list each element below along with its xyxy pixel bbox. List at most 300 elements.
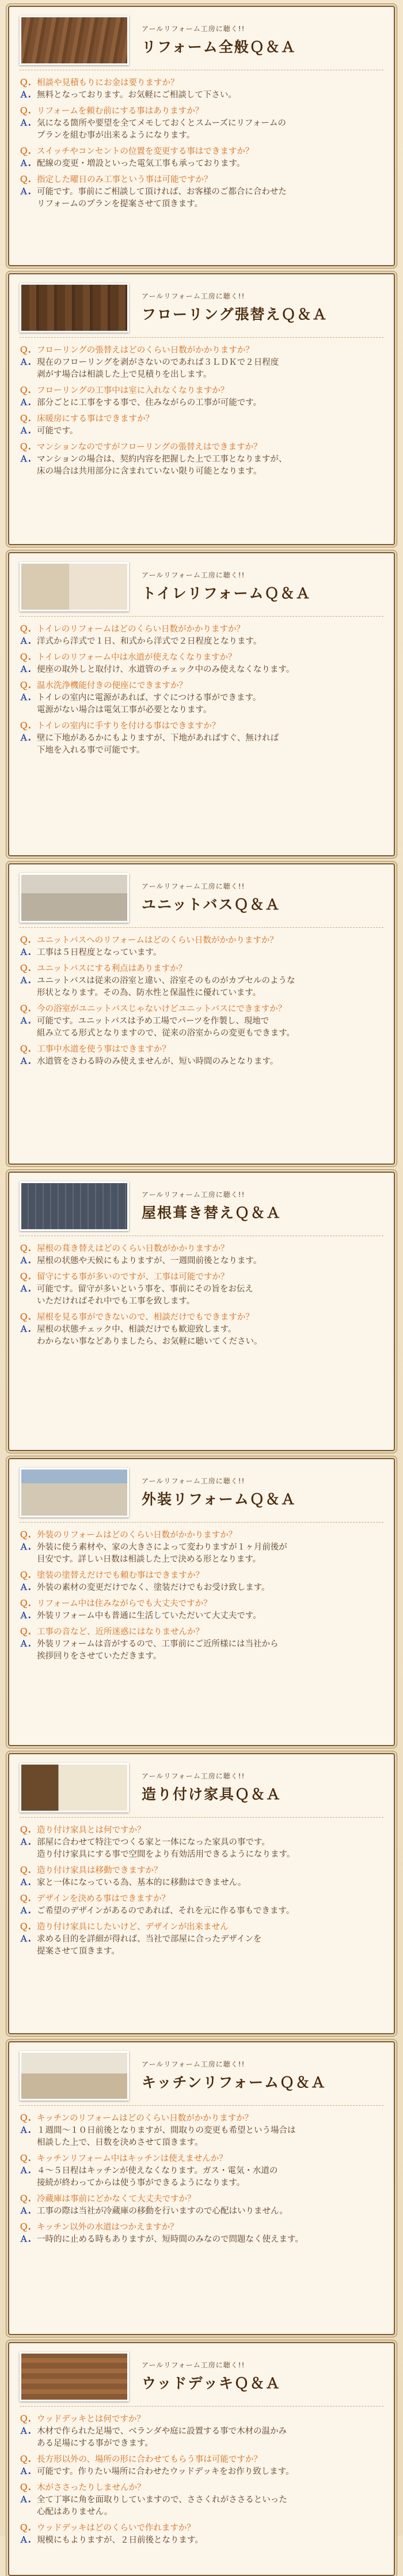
answer bbox=[20, 1255, 383, 1267]
question bbox=[20, 441, 383, 454]
section-titles bbox=[142, 2360, 281, 2393]
question-mark: Ｑ. bbox=[20, 1627, 32, 1637]
section-subtitle: アールリフォーム工房に聴く!! bbox=[142, 1477, 245, 1485]
answer-mark: Ａ. bbox=[20, 358, 32, 367]
question-mark: Ｑ. bbox=[20, 1571, 32, 1580]
question-text: 温水洗浄機能付きの便座にできますか？ bbox=[37, 681, 187, 690]
question-mark: Ｑ. bbox=[20, 2114, 32, 2123]
answer bbox=[20, 2466, 383, 2478]
answer-text: 可能です。作りたい場所に合わせたウッドデッキをお作り致します。 bbox=[37, 2467, 294, 2476]
answer-mark bbox=[20, 198, 37, 210]
answer bbox=[20, 2494, 383, 2506]
question-text: トイレのリフォームはどのくらい日数がかかりますか？ bbox=[37, 625, 245, 634]
question-text: トイレのリフォーム中は水道が使えなくなりますか？ bbox=[37, 653, 237, 662]
question-mark: Ｑ. bbox=[20, 1272, 32, 1282]
answer-text: リフォームのプランを提案させて頂きます。 bbox=[37, 199, 203, 209]
answer-text: 壁に下地があるかにもよりますが、下地があればすぐ、無ければ bbox=[37, 734, 279, 743]
qa-item bbox=[20, 1044, 383, 1068]
section-subtitle: アールリフォーム工房に聴く!! bbox=[142, 2361, 245, 2369]
question-mark: Ｑ. bbox=[20, 2154, 32, 2163]
answer-mark bbox=[20, 2137, 37, 2149]
answer-text: 屋根の状態チェック中、相談だけでも歓迎致します。 bbox=[37, 1325, 237, 1334]
answer-mark: Ａ. bbox=[20, 1325, 32, 1334]
question bbox=[20, 2193, 383, 2205]
question bbox=[20, 2222, 383, 2234]
question-text: 屋根を見る事ができないので、相談だけでもできますか？ bbox=[37, 1313, 254, 1322]
question bbox=[20, 105, 383, 118]
question-mark: Ｑ. bbox=[20, 1313, 32, 1322]
section-titles bbox=[142, 291, 328, 324]
photo-texture bbox=[21, 564, 127, 610]
answer-text: 床の場合は共用部分に含まれていない限り可能となります。 bbox=[37, 467, 262, 476]
question-mark: Ｑ. bbox=[20, 1922, 32, 1932]
section-photo bbox=[20, 1181, 129, 1231]
question bbox=[20, 1312, 383, 1324]
question-mark: Ｑ. bbox=[20, 2524, 32, 2533]
answer-text: 配線の変更・増設といった電気工事も承っております。 bbox=[37, 159, 245, 168]
question-mark: Ｑ. bbox=[20, 1894, 32, 1903]
answer-text: マンションの場合は、契約内容を把握した上で工事となりますが、 bbox=[37, 455, 287, 464]
qa-item bbox=[20, 105, 383, 142]
answer-mark: Ａ. bbox=[20, 90, 32, 100]
section-titles bbox=[142, 24, 296, 56]
answer-mark bbox=[20, 2506, 37, 2518]
question-text: ユニットバスにする利点はありますか？ bbox=[37, 964, 187, 973]
answer-text: 接続が終わってからは使う事ができるようになります。 bbox=[37, 2178, 245, 2188]
qa-item bbox=[20, 2193, 383, 2218]
question-text: フローリングの工事中は室に入れなくなりますか？ bbox=[37, 386, 229, 395]
answer-mark bbox=[20, 1336, 37, 1348]
answer bbox=[20, 2125, 383, 2137]
answer-text: 造り付け家具にする事で空間をより有効活用できるようになります。 bbox=[37, 1850, 295, 1859]
qa-item bbox=[20, 441, 383, 478]
section-titles bbox=[142, 1476, 296, 1509]
section-titles bbox=[142, 1189, 282, 1222]
question-text: 床暖房にする事はできますか？ bbox=[37, 414, 154, 424]
answer-mark: Ａ. bbox=[20, 665, 32, 674]
question bbox=[20, 1626, 383, 1638]
question-text: 造り付け家具にしたいけど、デザインが出来ません bbox=[37, 1922, 229, 1932]
question bbox=[20, 935, 383, 947]
answer-text: 工事は５日程度となっています。 bbox=[37, 948, 162, 957]
answer bbox=[20, 369, 383, 381]
question-text: 長方形以外の、場所の形に合わせてもらう事は可能ですか？ bbox=[37, 2455, 262, 2464]
question bbox=[20, 345, 383, 357]
answer-text: 電源がない場合は電気工事が必要となります。 bbox=[37, 705, 212, 715]
answer-mark: Ａ. bbox=[20, 159, 32, 168]
answer bbox=[20, 1015, 383, 1028]
question-mark: Ｑ. bbox=[20, 443, 32, 452]
answer-mark bbox=[20, 1946, 37, 1958]
question-mark: Ｑ. bbox=[20, 386, 32, 395]
question-mark: Ｑ. bbox=[20, 1531, 32, 1540]
qa-item bbox=[20, 1825, 383, 1861]
answer-mark: Ａ. bbox=[20, 1057, 32, 1066]
qa-item bbox=[20, 1243, 383, 1267]
question-text: トイレの室内に手すりを付ける事はできますか？ bbox=[37, 722, 220, 731]
qa-item bbox=[20, 2413, 383, 2450]
qa-section bbox=[8, 2041, 395, 2335]
answer-text: 挨拶回りをさせていただきます。 bbox=[37, 1652, 162, 1661]
section-title: 造り付け家具Ｑ＆Ａ bbox=[142, 1786, 282, 1803]
section-subtitle: アールリフォーム工房に聴く!! bbox=[142, 1772, 245, 1780]
section-subtitle: アールリフォーム工房に聴く!! bbox=[142, 571, 245, 579]
question-mark: Ｑ. bbox=[20, 2455, 32, 2464]
answer-text: 現在のフローリングを剥がさないのであれば３ＬＤＫで２日程度 bbox=[37, 358, 279, 367]
qa-item bbox=[20, 77, 383, 101]
question-text: リフォーム中は住みながらでも大丈夫ですか？ bbox=[37, 1599, 212, 1608]
answer-text: 可能です。事前にご相談して頂ければ、お客様のご都合に合わせた bbox=[37, 187, 287, 197]
qa-item bbox=[20, 652, 383, 676]
answer bbox=[20, 130, 383, 142]
qa-item bbox=[20, 146, 383, 170]
answer-text: 外装リフォームは音がするので、工事前にご近所様には当社から bbox=[37, 1640, 279, 1649]
section-photo bbox=[20, 1763, 129, 1812]
answer-text: 一時的に止める時もありますが、短時間のみなので問題なく使えます。 bbox=[37, 2235, 303, 2244]
qa-item bbox=[20, 2522, 383, 2547]
answer-text: ユニットバスは従来の浴室と違い、浴室そのものがカプセルのような bbox=[37, 976, 295, 985]
qa-item bbox=[20, 2454, 383, 2478]
qa-item bbox=[20, 963, 383, 999]
answer bbox=[20, 118, 383, 130]
answer-mark: Ａ. bbox=[20, 693, 32, 702]
question-text: キッチンのリフォームはどのくらい日数がかかりますか？ bbox=[37, 2114, 253, 2123]
section-subtitle: アールリフォーム工房に聴く!! bbox=[142, 2060, 245, 2068]
question bbox=[20, 624, 383, 636]
question bbox=[20, 1044, 383, 1056]
qa-item bbox=[20, 624, 383, 648]
answer-text: 外装リフォーム中も普通に生活していただいて大丈夫です。 bbox=[37, 1611, 261, 1621]
answer-mark: Ａ. bbox=[20, 455, 32, 464]
question-mark: Ｑ. bbox=[20, 175, 32, 184]
answer-text: 水道管をさわる時のみ使えませんが、短い時間のみとなります。 bbox=[37, 1057, 279, 1066]
answer-mark: Ａ. bbox=[20, 1583, 32, 1592]
question bbox=[20, 1825, 383, 1837]
answer bbox=[20, 198, 383, 210]
answer-mark: Ａ. bbox=[20, 976, 32, 985]
section-photo bbox=[20, 2352, 129, 2401]
answer bbox=[20, 1946, 383, 1958]
answer bbox=[20, 2506, 383, 2518]
question bbox=[20, 1865, 383, 1877]
answer bbox=[20, 2438, 383, 2450]
answer-text: 木材で作られた足場で、ベランダや庭に設置する事で木材の温かみ bbox=[37, 2427, 287, 2436]
section-title: ウッドデッキＱ＆Ａ bbox=[142, 2375, 282, 2392]
question bbox=[20, 2153, 383, 2165]
answer bbox=[20, 89, 383, 101]
answer-mark: Ａ. bbox=[20, 1838, 32, 1847]
answer-mark: Ａ. bbox=[20, 119, 32, 128]
question bbox=[20, 720, 383, 732]
answer bbox=[20, 158, 383, 170]
answer-mark: Ａ. bbox=[20, 1256, 32, 1266]
photo-texture bbox=[21, 2354, 127, 2400]
qa-item bbox=[20, 680, 383, 716]
answer-mark bbox=[20, 466, 37, 478]
section-header bbox=[20, 561, 383, 617]
question bbox=[20, 680, 383, 692]
answer-text: 工事の際は当社が冷蔵庫の移動を行いますので心配はいりません。 bbox=[37, 2207, 288, 2216]
answer bbox=[20, 1933, 383, 1946]
answer-mark: Ａ. bbox=[20, 2235, 32, 2244]
question bbox=[20, 2454, 383, 2466]
question bbox=[20, 146, 383, 158]
question-text: 塗装の塗替えだけでも頼む事はできますか？ bbox=[37, 1571, 204, 1580]
question-mark: Ｑ. bbox=[20, 653, 32, 662]
answer bbox=[20, 1877, 383, 1889]
answer-text: 部分ごとに工事をする事で、住みながらの工事が可能です。 bbox=[37, 398, 262, 407]
section-header bbox=[20, 1181, 383, 1236]
section-title: フローリング張替えＱ＆Ａ bbox=[142, 306, 328, 323]
section-title: トイレリフォームＱ＆Ａ bbox=[142, 585, 311, 602]
question-mark: Ｑ. bbox=[20, 2415, 32, 2424]
qa-item bbox=[20, 2113, 383, 2149]
question-mark: Ｑ. bbox=[20, 1599, 32, 1608]
answer bbox=[20, 692, 383, 704]
question bbox=[20, 1003, 383, 1015]
question-mark: Ｑ. bbox=[20, 2223, 32, 2232]
question-text: 工事中水道を使う事はできますか？ bbox=[37, 1045, 170, 1054]
question bbox=[20, 2482, 383, 2494]
photo-texture bbox=[21, 285, 127, 331]
question-text: 造り付け家具は移動できますか？ bbox=[37, 1866, 162, 1875]
question bbox=[20, 1570, 383, 1582]
question-text: フローリングの張替えはどのくらい日数がかかりますか？ bbox=[37, 346, 254, 355]
section-photo bbox=[20, 16, 129, 65]
qa-section bbox=[8, 1172, 395, 1451]
question-text: 木がささったりしませんか？ bbox=[37, 2483, 146, 2492]
question-text: 工事の音など、近所迷惑にはなりませんか？ bbox=[37, 1627, 204, 1637]
section-header bbox=[20, 1467, 383, 1523]
question-text: デザインを決める事はできますか？ bbox=[37, 1894, 170, 1903]
qa-section bbox=[8, 552, 395, 856]
answer-text: １週間〜１０日前後となりますが、間取りの変更も希望という場合は bbox=[37, 2126, 296, 2135]
qa-item bbox=[20, 413, 383, 437]
qa-item bbox=[20, 1312, 383, 1348]
answer-text: 家と一体になっている為、基本的に移動はできません。 bbox=[37, 1878, 246, 1887]
qa-item bbox=[20, 1921, 383, 1958]
answer-mark: Ａ. bbox=[20, 1935, 32, 1944]
answer-mark bbox=[20, 2177, 37, 2189]
question-text: 屋根の葺き替えはどのくらい日数がかかりますか？ bbox=[37, 1244, 229, 1253]
question-mark: Ｑ. bbox=[20, 78, 32, 88]
question bbox=[20, 174, 383, 186]
section-photo bbox=[20, 283, 129, 333]
answer-text: ある足場にする事ができます。 bbox=[37, 2439, 153, 2448]
answer bbox=[20, 2426, 383, 2438]
photo-texture bbox=[21, 2053, 127, 2099]
answer bbox=[20, 186, 383, 198]
qa-item bbox=[20, 1003, 383, 1040]
qa-section bbox=[8, 273, 395, 545]
answer-mark bbox=[20, 987, 37, 999]
question-text: キッチンリフォーム中はキッチンは使えませんか？ bbox=[37, 2154, 227, 2163]
answer-mark: Ａ. bbox=[20, 1640, 32, 1649]
answer-mark bbox=[20, 1849, 37, 1861]
answer-text: わからない事などありましたら、お気軽に聴いてください。 bbox=[37, 1337, 263, 1346]
qa-item bbox=[20, 1865, 383, 1889]
answer-mark: Ａ. bbox=[20, 1906, 32, 1916]
answer bbox=[20, 1650, 383, 1663]
question-mark: Ｑ. bbox=[20, 936, 32, 945]
answer-text: 屋根の状態や天候にもよりますが、一週間前後となります。 bbox=[37, 1256, 262, 1266]
section-photo bbox=[20, 1468, 129, 1517]
answer-mark: Ａ. bbox=[20, 1878, 32, 1887]
answer bbox=[20, 1324, 383, 1336]
answer-mark: Ａ. bbox=[20, 2126, 32, 2135]
question-mark: Ｑ. bbox=[20, 346, 32, 355]
question-text: キッチン以外の水道はつかえますか？ bbox=[37, 2223, 178, 2232]
section-photo bbox=[20, 2051, 129, 2101]
answer bbox=[20, 1610, 383, 1622]
photo-texture bbox=[21, 1183, 127, 1229]
question-mark: Ｑ. bbox=[20, 722, 32, 731]
question bbox=[20, 1271, 383, 1283]
answer-mark: Ａ. bbox=[20, 2166, 32, 2175]
question bbox=[20, 2522, 383, 2535]
answer-mark bbox=[20, 1650, 37, 1663]
question-text: リフォームを頼む前にする事はありますか？ bbox=[37, 107, 204, 116]
answer-text: 相談した上で、日数を決めさせて頂きます。 bbox=[37, 2138, 203, 2147]
question-text: スイッチやコンセントの位置を変更する事はできますか？ bbox=[37, 147, 254, 156]
question-mark: Ｑ. bbox=[20, 1004, 32, 1014]
answer bbox=[20, 1905, 383, 1917]
photo-texture bbox=[21, 1765, 127, 1811]
answer-text: 心配はありません。 bbox=[37, 2507, 113, 2517]
answer-mark: Ａ. bbox=[20, 187, 32, 197]
qa-section bbox=[8, 1458, 395, 1746]
answer bbox=[20, 2177, 383, 2189]
answer-text: 外装に使う素材や、家の大きさによって変わりますが１ヶ月前後が bbox=[37, 1543, 287, 1552]
answer-mark bbox=[20, 1295, 37, 1308]
answer-text: プランを組む事が出来るようになります。 bbox=[37, 131, 195, 140]
answer-text: 提案させて頂きます。 bbox=[37, 1947, 120, 1956]
section-header bbox=[20, 2351, 383, 2407]
answer bbox=[20, 357, 383, 369]
section-subtitle: アールリフォーム工房に聴く!! bbox=[142, 292, 245, 300]
section-photo bbox=[20, 873, 129, 923]
answer-text: 洋式から洋式で１日、和式から洋式で２日程度となります。 bbox=[37, 637, 262, 646]
answer-mark: Ａ. bbox=[20, 2427, 32, 2436]
question-mark: Ｑ. bbox=[20, 964, 32, 973]
question-mark: Ｑ. bbox=[20, 1866, 32, 1875]
section-header bbox=[20, 2050, 383, 2106]
qa-item bbox=[20, 1626, 383, 1663]
answer-text: 外装の素材の変更だけでなく、塗装だけでもお受け致します。 bbox=[37, 1583, 270, 1592]
answer-text: 下地を入れる事で可能です。 bbox=[37, 746, 145, 755]
qa-item bbox=[20, 1893, 383, 1917]
section-photo bbox=[20, 562, 129, 611]
answer-mark: Ａ. bbox=[20, 1543, 32, 1552]
answer bbox=[20, 704, 383, 716]
answer-text: 気になる箇所や要望を全てメモしておくとスムーズにリフォームの bbox=[37, 119, 286, 128]
answer-text: 規模にもよりますが、２日前後となります。 bbox=[37, 2536, 203, 2545]
answer-text: 可能です。 bbox=[37, 426, 78, 436]
qa-section bbox=[8, 6, 395, 266]
qa-item bbox=[20, 1271, 383, 1308]
answer bbox=[20, 2535, 383, 2547]
question-mark: Ｑ. bbox=[20, 147, 32, 156]
question-text: 今の浴室がユニットバスじゃないけどユニットバスにできますか？ bbox=[37, 1004, 287, 1014]
answer bbox=[20, 1638, 383, 1650]
answer bbox=[20, 1554, 383, 1566]
qa-item bbox=[20, 1529, 383, 1566]
question-text: 冷蔵庫は事前にどかなくて大丈夫ですか？ bbox=[37, 2194, 196, 2204]
answer-mark: Ａ. bbox=[20, 426, 32, 436]
question-mark: Ｑ. bbox=[20, 1244, 32, 1253]
question-text: ウッドデッキとは何ですか？ bbox=[37, 2415, 145, 2424]
answer bbox=[20, 1542, 383, 1554]
question bbox=[20, 1529, 383, 1542]
photo-texture bbox=[21, 875, 127, 921]
qa-item bbox=[20, 174, 383, 210]
question-mark: Ｑ. bbox=[20, 414, 32, 424]
question-mark: Ｑ. bbox=[20, 2194, 32, 2204]
question-mark: Ｑ. bbox=[20, 1045, 32, 1054]
answer-mark bbox=[20, 369, 37, 381]
question-text: 相談や見積もりにお金は要りますか？ bbox=[37, 78, 179, 88]
qa-section bbox=[8, 863, 395, 1165]
section-title: キッチンリフォームＱ＆Ａ bbox=[142, 2074, 327, 2091]
answer bbox=[20, 975, 383, 987]
answer-mark: Ａ. bbox=[20, 1017, 32, 1026]
photo-texture bbox=[21, 1470, 127, 1516]
answer-mark: Ａ. bbox=[20, 948, 32, 957]
question-text: ユニットバスへのリフォームはどのくらい日数がかかりますか？ bbox=[37, 936, 278, 945]
qa-item bbox=[20, 345, 383, 381]
answer-text: 求める目的を詳細が得れば、当社で部屋に合ったデザインを bbox=[37, 1935, 262, 1944]
section-titles bbox=[142, 1771, 282, 1804]
question-text: 造り付け家具とは何ですか？ bbox=[37, 1826, 146, 1835]
section-titles bbox=[142, 881, 281, 914]
section-titles bbox=[142, 2059, 326, 2092]
question bbox=[20, 1893, 383, 1905]
answer bbox=[20, 947, 383, 959]
answer bbox=[20, 2205, 383, 2218]
answer bbox=[20, 1295, 383, 1308]
answer bbox=[20, 2234, 383, 2246]
answer bbox=[20, 397, 383, 409]
question bbox=[20, 1243, 383, 1255]
answer-mark: Ａ. bbox=[20, 398, 32, 407]
section-subtitle: アールリフォーム工房に聴く!! bbox=[142, 1191, 245, 1199]
answer-mark bbox=[20, 1028, 37, 1040]
answer bbox=[20, 1336, 383, 1348]
question-text: 留守にする事が多いのですが、工事は可能ですか？ bbox=[37, 1272, 229, 1282]
answer-mark bbox=[20, 2438, 37, 2450]
qa-item bbox=[20, 2153, 383, 2189]
answer-mark bbox=[20, 130, 37, 142]
answer-mark: Ａ. bbox=[20, 1285, 32, 1294]
qa-item bbox=[20, 2222, 383, 2246]
answer-mark bbox=[20, 745, 37, 757]
question bbox=[20, 413, 383, 425]
answer-text: 全て丁寧に角を面取りしていますので、ささくれがささるといった bbox=[37, 2495, 287, 2505]
answer-mark: Ａ. bbox=[20, 1611, 32, 1621]
answer-mark bbox=[20, 1554, 37, 1566]
answer bbox=[20, 664, 383, 676]
answer-text: トイレの室内に電源があれば、すぐにつける事ができます。 bbox=[37, 693, 261, 702]
answer-mark: Ａ. bbox=[20, 2207, 32, 2216]
question-mark: Ｑ. bbox=[20, 1826, 32, 1835]
photo-texture bbox=[21, 17, 127, 63]
section-header bbox=[20, 1762, 383, 1818]
section-title: リフォーム全般Ｑ＆Ａ bbox=[142, 39, 296, 55]
answer-text: 形状となります。その為、防水性と保温性に優れています。 bbox=[37, 988, 261, 998]
question bbox=[20, 1598, 383, 1610]
answer-text: ４〜５日程はキッチンが使えなくなります。ガス・電気・水道の bbox=[37, 2166, 278, 2175]
question bbox=[20, 2113, 383, 2125]
